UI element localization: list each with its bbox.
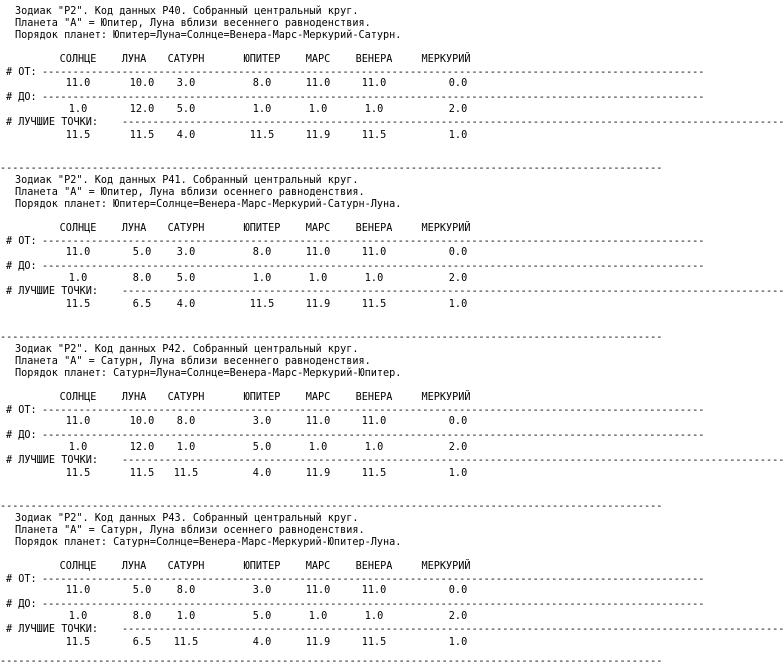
cell-value: 11.5 — [249, 130, 275, 141]
column-header-label: ЮПИТЕР — [243, 392, 281, 403]
cell-value: 11.5 — [249, 299, 275, 310]
planet-a-line: Планета "A" = Юпитер, Луна вблизи весеннего равноденствия. — [15, 18, 371, 29]
cell-value: 10.0 — [129, 416, 155, 427]
cell-value: 11.0 — [65, 247, 91, 258]
cell-value: 11.5 — [361, 299, 387, 310]
cell-value: 2.0 — [448, 273, 468, 284]
cell-value: 1.0 — [68, 442, 88, 453]
cell-value: 11.0 — [305, 78, 331, 89]
cell-value: 11.0 — [65, 585, 91, 596]
planet-order-block — [0, 0, 784, 162]
column-header-label: САТУРН — [167, 223, 205, 234]
column-header-label: СОЛНЦЕ — [59, 561, 97, 572]
cell-value: 1.0 — [252, 104, 272, 115]
cell-value: 11.0 — [65, 78, 91, 89]
cell-value: 11.0 — [65, 416, 91, 427]
zodiac-code-line: Зодиак "P2". Код данных P41. Собранный центральный круг. — [15, 175, 359, 186]
cell-value: 8.0 — [176, 416, 196, 427]
row-rule-best: ------------------------------------------------------------------------------------------------------------ — [122, 286, 784, 297]
cell-value: 1.0 — [252, 273, 272, 284]
column-header-label: ВЕНЕРА — [355, 561, 393, 572]
planet-a-line: Планета "A" = Сатурн, Луна вблизи весеннего равноденствия. — [15, 356, 371, 367]
cell-value: 1.0 — [308, 611, 328, 622]
row-label-best: # ЛУЧШИЕ ТОЧКИ: — [6, 117, 99, 128]
cell-value: 1.0 — [448, 299, 468, 310]
cell-value: 1.0 — [68, 273, 88, 284]
cell-value: 1.0 — [364, 611, 384, 622]
column-header-label: ЛУНА — [121, 392, 147, 403]
column-header-label: МЕРКУРИЙ — [421, 223, 471, 234]
cell-value: 11.5 — [129, 468, 155, 479]
column-header-label: МЕРКУРИЙ — [421, 392, 471, 403]
cell-value: 1.0 — [364, 273, 384, 284]
column-header-label: САТУРН — [167, 561, 205, 572]
row-label-best: # ЛУЧШИЕ ТОЧКИ: — [6, 455, 99, 466]
cell-value: 8.0 — [132, 273, 152, 284]
cell-value: 1.0 — [176, 442, 196, 453]
cell-value: 1.0 — [176, 611, 196, 622]
cell-value: 3.0 — [176, 247, 196, 258]
cell-value: 11.0 — [305, 585, 331, 596]
column-header-label: ВЕНЕРА — [355, 392, 393, 403]
cell-value: 0.0 — [448, 585, 468, 596]
row-rule-to: ------------------------------------------------------------------------------------------------------------ — [42, 261, 705, 272]
planet-order-block — [0, 501, 784, 669]
cell-value: 11.5 — [65, 130, 91, 141]
cell-value: 3.0 — [176, 78, 196, 89]
row-rule-best: ------------------------------------------------------------------------------------------------------------ — [122, 624, 784, 635]
cell-value: 4.0 — [176, 130, 196, 141]
cell-value: 5.0 — [132, 585, 152, 596]
cell-value: 1.0 — [68, 104, 88, 115]
cell-value: 3.0 — [252, 585, 272, 596]
cell-value: 1.0 — [448, 130, 468, 141]
row-label-best: # ЛУЧШИЕ ТОЧКИ: — [6, 286, 99, 297]
row-rule-to: ------------------------------------------------------------------------------------------------------------ — [42, 430, 705, 441]
row-rule-best: ------------------------------------------------------------------------------------------------------------ — [122, 117, 784, 128]
column-header-label: ВЕНЕРА — [355, 54, 393, 65]
separator-line: ------------------------------------------------------------------------------------------------------------ — [0, 501, 663, 512]
column-header-label: ЛУНА — [121, 561, 147, 572]
cell-value: 11.0 — [305, 416, 331, 427]
separator-line: ------------------------------------------------------------------------------------------------------------ — [0, 656, 663, 667]
column-header-label: ЛУНА — [121, 54, 147, 65]
cell-value: 12.0 — [129, 104, 155, 115]
row-label-from: # ОТ: — [6, 405, 37, 416]
cell-value: 11.0 — [361, 416, 387, 427]
separator-line: ------------------------------------------------------------------------------------------------------------ — [0, 332, 663, 343]
cell-value: 1.0 — [364, 442, 384, 453]
column-header-label: САТУРН — [167, 392, 205, 403]
planet-order-line: Порядок планет: Юпитер=Луна=Солнце=Венера-Марс-Меркурий-Сатурн. — [15, 30, 402, 41]
cell-value: 5.0 — [252, 611, 272, 622]
row-label-from: # ОТ: — [6, 236, 37, 247]
cell-value: 0.0 — [448, 247, 468, 258]
cell-value: 0.0 — [448, 416, 468, 427]
cell-value: 11.0 — [305, 247, 331, 258]
planet-a-line: Планета "A" = Юпитер, Луна вблизи осеннего равноденствия. — [15, 187, 365, 198]
column-header-label: ЮПИТЕР — [243, 561, 281, 572]
cell-value: 11.5 — [361, 130, 387, 141]
cell-value: 5.0 — [132, 247, 152, 258]
cell-value: 11.5 — [173, 637, 199, 648]
cell-value: 11.0 — [361, 585, 387, 596]
row-rule-from: ------------------------------------------------------------------------------------------------------------ — [42, 67, 705, 78]
cell-value: 5.0 — [176, 273, 196, 284]
column-header-label: МАРС — [305, 54, 331, 65]
column-header-label: ЛУНА — [121, 223, 147, 234]
planet-a-line: Планета "A" = Сатурн, Луна вблизи осеннего равноденствия. — [15, 525, 365, 536]
row-label-from: # ОТ: — [6, 67, 37, 78]
cell-value: 1.0 — [308, 442, 328, 453]
zodiac-code-line: Зодиак "P2". Код данных P40. Собранный центральный круг. — [15, 6, 359, 17]
column-header-label: МАРС — [305, 561, 331, 572]
cell-value: 1.0 — [308, 273, 328, 284]
cell-value: 6.5 — [132, 299, 152, 310]
column-header-label: СОЛНЦЕ — [59, 54, 97, 65]
cell-value: 2.0 — [448, 104, 468, 115]
cell-value: 0.0 — [448, 78, 468, 89]
planet-order-line: Порядок планет: Юпитер=Солнце=Венера-Марс-Меркурий-Сатурн-Луна. — [15, 199, 402, 210]
zodiac-code-line: Зодиак "P2". Код данных P42. Собранный центральный круг. — [15, 344, 359, 355]
column-header-label: ЮПИТЕР — [243, 54, 281, 65]
row-rule-from: ------------------------------------------------------------------------------------------------------------ — [42, 236, 705, 247]
column-header-label: МЕРКУРИЙ — [421, 54, 471, 65]
row-rule-best: ------------------------------------------------------------------------------------------------------------ — [122, 455, 784, 466]
cell-value: 1.0 — [68, 611, 88, 622]
cell-value: 2.0 — [448, 442, 468, 453]
cell-value: 6.5 — [132, 637, 152, 648]
row-label-to: # ДО: — [6, 261, 37, 272]
row-label-best: # ЛУЧШИЕ ТОЧКИ: — [6, 624, 99, 635]
cell-value: 1.0 — [308, 104, 328, 115]
cell-value: 11.0 — [361, 78, 387, 89]
cell-value: 11.9 — [305, 468, 331, 479]
row-label-to: # ДО: — [6, 92, 37, 103]
cell-value: 11.5 — [65, 468, 91, 479]
cell-value: 11.9 — [305, 637, 331, 648]
cell-value: 11.5 — [65, 299, 91, 310]
planet-order-line: Порядок планет: Сатурн=Солнце=Венера-Марс-Меркурий-Юпитер-Луна. — [15, 537, 402, 548]
cell-value: 1.0 — [364, 104, 384, 115]
cell-value: 11.5 — [173, 468, 199, 479]
cell-value: 11.9 — [305, 130, 331, 141]
row-rule-to: ------------------------------------------------------------------------------------------------------------ — [42, 599, 705, 610]
column-header-label: САТУРН — [167, 54, 205, 65]
column-header-label: ЮПИТЕР — [243, 223, 281, 234]
column-header-label: СОЛНЦЕ — [59, 392, 97, 403]
row-rule-from: ------------------------------------------------------------------------------------------------------------ — [42, 574, 705, 585]
column-header-label: МАРС — [305, 392, 331, 403]
cell-value: 8.0 — [132, 611, 152, 622]
cell-value: 5.0 — [252, 442, 272, 453]
cell-value: 12.0 — [129, 442, 155, 453]
column-header-label: МАРС — [305, 223, 331, 234]
row-label-to: # ДО: — [6, 430, 37, 441]
planet-order-block — [0, 163, 784, 331]
cell-value: 11.5 — [65, 637, 91, 648]
row-label-from: # ОТ: — [6, 574, 37, 585]
cell-value: 4.0 — [252, 637, 272, 648]
cell-value: 3.0 — [252, 416, 272, 427]
column-header-label: ВЕНЕРА — [355, 223, 393, 234]
cell-value: 1.0 — [448, 637, 468, 648]
row-rule-from: ------------------------------------------------------------------------------------------------------------ — [42, 405, 705, 416]
cell-value: 10.0 — [129, 78, 155, 89]
row-rule-to: ------------------------------------------------------------------------------------------------------------ — [42, 92, 705, 103]
cell-value: 11.0 — [361, 247, 387, 258]
planet-order-line: Порядок планет: Сатурн=Луна=Солнце=Венера-Марс-Меркурий-Юпитер. — [15, 368, 402, 379]
cell-value: 4.0 — [176, 299, 196, 310]
cell-value: 8.0 — [252, 247, 272, 258]
cell-value: 2.0 — [448, 611, 468, 622]
separator-line: ------------------------------------------------------------------------------------------------------------ — [0, 163, 663, 174]
planet-order-block — [0, 332, 784, 500]
zodiac-code-line: Зодиак "P2". Код данных P43. Собранный центральный круг. — [15, 513, 359, 524]
cell-value: 5.0 — [176, 104, 196, 115]
cell-value: 11.9 — [305, 299, 331, 310]
column-header-label: МЕРКУРИЙ — [421, 561, 471, 572]
cell-value: 4.0 — [252, 468, 272, 479]
cell-value: 11.5 — [361, 637, 387, 648]
cell-value: 8.0 — [176, 585, 196, 596]
column-header-label: СОЛНЦЕ — [59, 223, 97, 234]
cell-value: 11.5 — [361, 468, 387, 479]
cell-value: 1.0 — [448, 468, 468, 479]
row-label-to: # ДО: — [6, 599, 37, 610]
cell-value: 11.5 — [129, 130, 155, 141]
cell-value: 8.0 — [252, 78, 272, 89]
